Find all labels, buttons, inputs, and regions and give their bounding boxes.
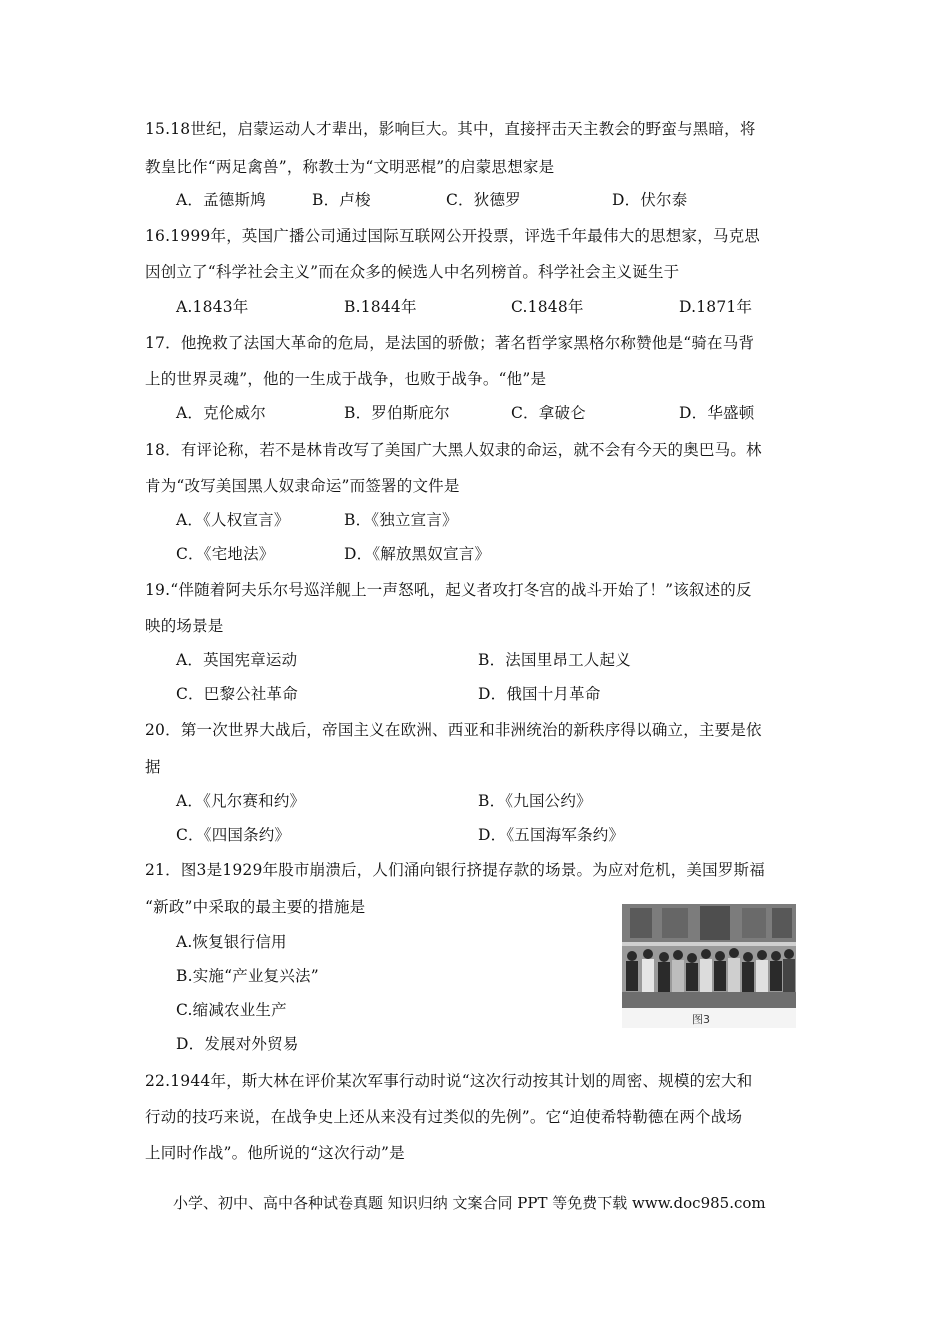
photo-illustration: [622, 904, 796, 1008]
q17-option-d: D．华盛顿: [679, 404, 755, 422]
q21-option-c: C.缩减农业生产: [176, 1001, 287, 1019]
page-footer: 小学、初中、高中各种试卷真题 知识归纳 文案合同 PPT 等免费下载 www.doc985.com: [173, 1194, 766, 1212]
q15-option-d: D．伏尔泰: [612, 191, 688, 209]
q16-stem-line2: 因创立了“科学社会主义”而在众多的候选人中名列榜首。科学社会主义诞生于: [145, 263, 680, 281]
q17-option-a: A．克伦威尔: [176, 404, 266, 422]
q15-option-b: B．卢梭: [312, 191, 371, 209]
q16-option-b: B.1844年: [344, 298, 417, 316]
q22-stem-line2: 行动的技巧来说，在战争史上还从来没有过类似的先例”。它“迫使希特勒德在两个战场: [145, 1108, 743, 1126]
q21-option-a: A.恢复银行信用: [176, 933, 287, 951]
q17-stem-line1: 17．他挽救了法国大革命的危局，是法国的骄傲；著名哲学家黑格尔称赞他是“骑在马背: [145, 334, 755, 352]
q15-option-c: C．狄德罗: [446, 191, 521, 209]
q21-stem-line1: 21．图3是1929年股市崩溃后，人们涌向银行挤提存款的场景。为应对危机，美国罗斯福: [145, 861, 765, 879]
q15-option-a: A．孟德斯鸠: [176, 191, 266, 209]
q19-option-c: C．巴黎公社革命: [176, 685, 298, 703]
q21-option-d: D．发展对外贸易: [176, 1035, 299, 1053]
q18-stem-line2: 肯为“改写美国黑人奴隶命运”而签署的文件是: [145, 477, 460, 495]
q19-option-b: B．法国里昂工人起义: [478, 651, 631, 669]
q16-stem-line1: 16.1999年，英国广播公司通过国际互联网公开投票，评选千年最伟大的思想家，马克思: [145, 227, 760, 245]
q22-stem-line1: 22.1944年，斯大林在评价某次军事行动时说“这次行动按其计划的周密、规模的宏大和: [145, 1072, 753, 1090]
q18-option-c: C．《宅地法》: [176, 545, 275, 563]
q20-stem-line2: 据: [145, 758, 161, 776]
q16-option-c: C.1848年: [511, 298, 584, 316]
q16-option-d: D.1871年: [679, 298, 753, 316]
q19-option-d: D．俄国十月革命: [478, 685, 601, 703]
q20-option-a: A．《凡尔赛和约》: [176, 792, 306, 810]
q16-option-a: A.1843年: [176, 298, 249, 316]
q17-option-c: C．拿破仑: [511, 404, 586, 422]
q17-option-b: B．罗伯斯庇尔: [344, 404, 450, 422]
q22-stem-line3: 上同时作战”。他所说的“这次行动”是: [145, 1144, 405, 1162]
q15-stem-line2: 教皇比作“两足禽兽”，称教士为“文明恶棍”的启蒙思想家是: [145, 158, 555, 176]
figure-3-caption: 图3: [692, 1013, 710, 1026]
q19-option-a: A．英国宪章运动: [176, 651, 298, 669]
q21-option-b: B.实施“产业复兴法”: [176, 967, 319, 985]
q17-stem-line2: 上的世界灵魂”，他的一生成于战争，也败于战争。“他”是: [145, 370, 547, 388]
q18-option-b: B．《独立宣言》: [344, 511, 458, 529]
q18-option-a: A．《人权宣言》: [176, 511, 290, 529]
q20-stem-line1: 20．第一次世界大战后，帝国主义在欧洲、西亚和非洲统治的新秩序得以确立，主要是依: [145, 721, 762, 739]
q18-option-d: D．《解放黑奴宣言》: [344, 545, 491, 563]
q15-stem-line1: 15.18世纪，启蒙运动人才辈出，影响巨大。其中，直接抨击天主教会的野蛮与黑暗，将: [145, 120, 756, 138]
figure-3-bank-run-photo: [622, 904, 796, 1028]
q19-stem-line2: 映的场景是: [145, 617, 224, 635]
q18-stem-line1: 18．有评论称，若不是林肯改写了美国广大黑人奴隶的命运，就不会有今天的奥巴马。林: [145, 441, 762, 459]
q21-stem-line2: “新政”中采取的最主要的措施是: [145, 898, 366, 916]
q20-option-b: B．《九国公约》: [478, 792, 592, 810]
q19-stem-line1: 19.“伴随着阿夫乐尔号巡洋舰上一声怒吼，起义者攻打冬宫的战斗开始了！”该叙述的反: [145, 581, 752, 599]
q20-option-c: C．《四国条约》: [176, 826, 291, 844]
q20-option-d: D．《五国海军条约》: [478, 826, 625, 844]
